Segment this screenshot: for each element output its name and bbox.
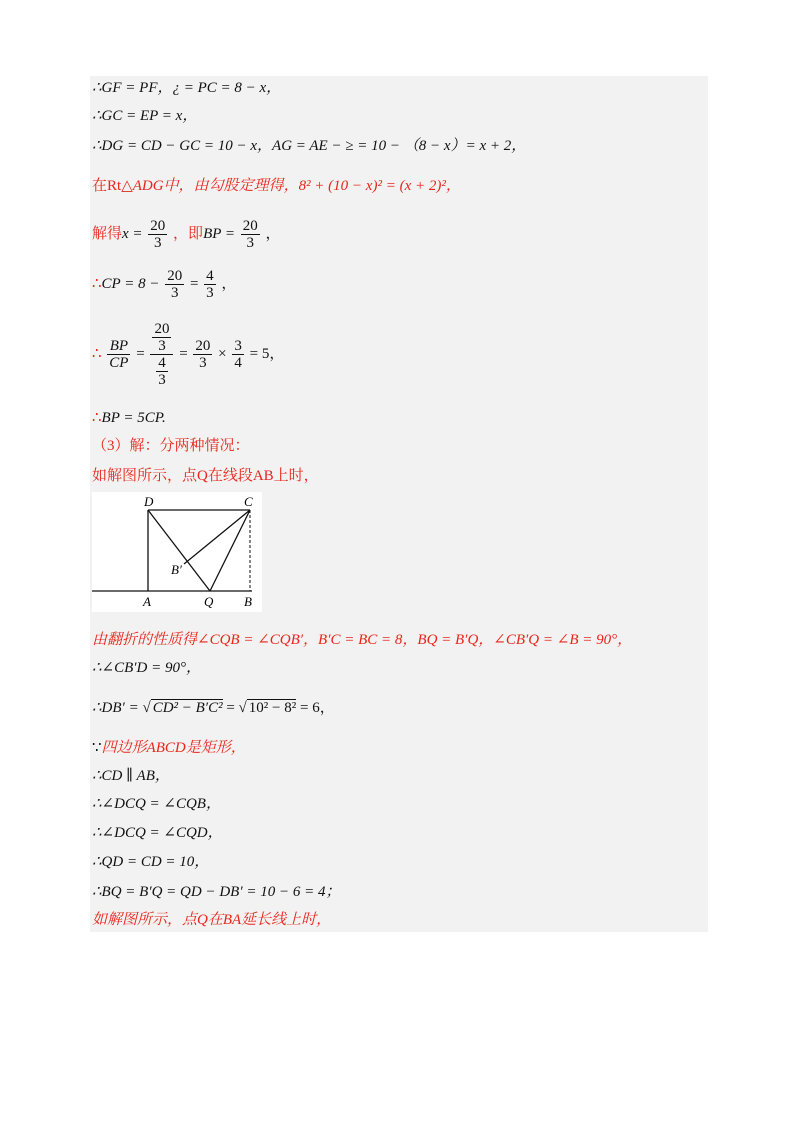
line-11: 由翻折的性质得∠CQB = ∠CQB′，B′C = BC = 8，BQ = B′Q，∠CB′Q = ∠B = 90°， — [92, 632, 633, 648]
line-8: ∴BP = 5CP. — [92, 410, 166, 426]
line-17: ∴∠DCQ = ∠CQD， — [92, 825, 223, 841]
fraction: $\frac{20}{3}$ — [150, 218, 166, 252]
label-D: D — [144, 494, 154, 509]
label-A: A — [143, 594, 151, 609]
fraction: $\frac{BP}{CP}$ — [109, 338, 129, 372]
line-19: ∴BQ = B′Q = QD − DB′ = 10 − 6 = 4； — [92, 884, 341, 900]
line-16: ∴∠DCQ = ∠CQB， — [92, 796, 221, 812]
line-7: ∴ $\frac{BP}{CP}$ = $\frac{\frac{20}{3}}{\frac{4}{3}}$ = $\frac{20}{3}$ × $\frac{3}{4}$ = 5， — [92, 321, 285, 389]
compound-fraction: $\frac{\frac{20}{3}}{\frac{4}{3}}$ — [150, 321, 173, 388]
fraction: $\frac{20}{3}$ — [195, 338, 211, 372]
line-4: 在Rt△ADG中，由勾股定理得，8² + (10 − x)² = (x + 2)²， — [92, 178, 461, 194]
label-B-prime: B′ — [171, 562, 182, 577]
line-6: ∴CP = 8 − $\frac{20}{3}$ = $\frac{4}{3}$ ， — [92, 268, 237, 302]
line-20: 如解图所示，点Q在BA延长线上时， — [92, 912, 332, 928]
line-9: （3）解：分两种情况： — [92, 438, 250, 454]
line-14: ∵四边形ABCD是矩形， — [92, 740, 246, 756]
fraction: $\frac{4}{3}$ — [206, 268, 214, 302]
line-13: ∴DB′ = √ CD² − B′C² = √ 10² − 8² = 6， — [92, 700, 335, 716]
line-1: ∴GF = PF，¿ = PC = 8 − x， — [92, 80, 282, 96]
line-3: ∴DG = CD − GC = 10 − x，AG = AE − ≥ = 10 − （8 − x）= x + 2， — [92, 138, 527, 154]
line-15: ∴CD ∥ AB， — [92, 768, 170, 784]
geometry-figure — [92, 492, 262, 612]
fraction: $\frac{20}{3}$ — [242, 218, 258, 252]
line-5: 解得x = $\frac{20}{3}$ ，即BP = $\frac{20}{3}$ ， — [92, 218, 281, 252]
label-C: C — [244, 494, 253, 509]
fraction: $\frac{20}{3}$ — [167, 268, 183, 302]
line-12: ∴∠CB′D = 90°， — [92, 660, 202, 676]
line-18: ∴QD = CD = 10， — [92, 854, 210, 870]
label-Q: Q — [204, 594, 214, 609]
label-B: B — [244, 594, 252, 609]
fraction: $\frac{3}{4}$ — [234, 338, 242, 372]
line-2: ∴GC = EP = x， — [92, 108, 198, 124]
line-10: 如解图所示，点Q在线段AB上时， — [92, 468, 319, 484]
